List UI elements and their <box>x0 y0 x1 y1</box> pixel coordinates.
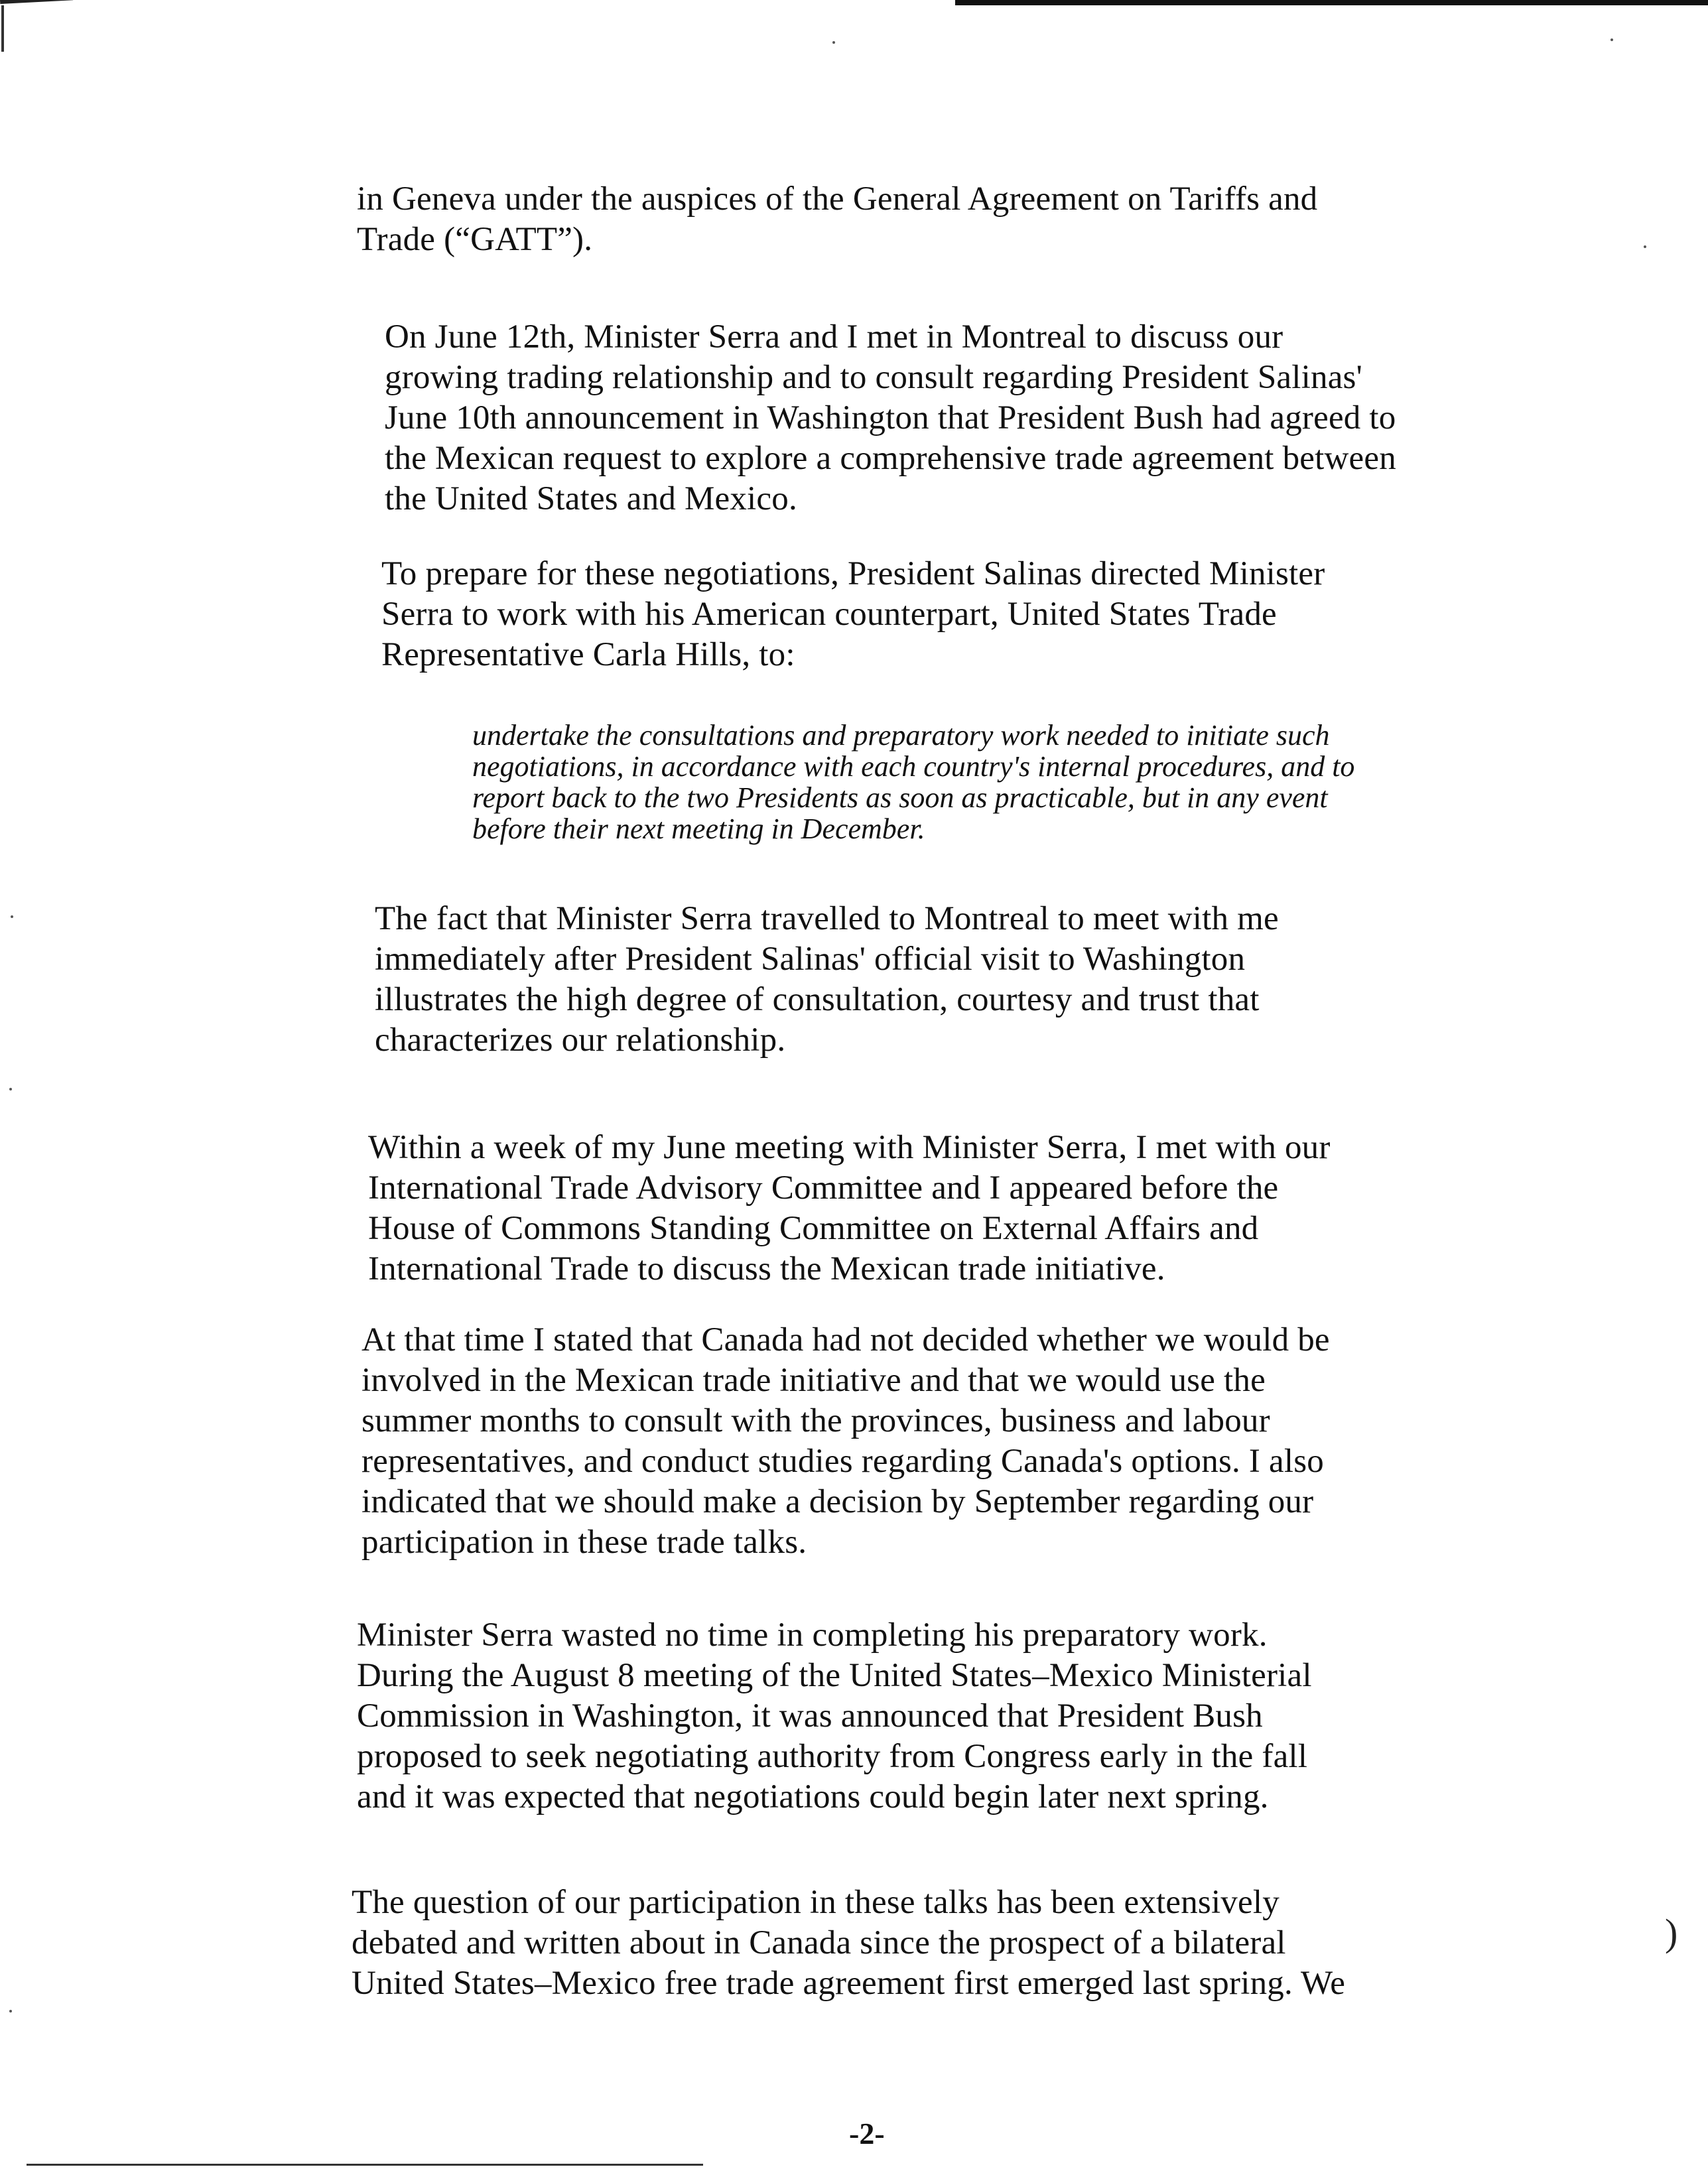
paragraph-prepare-negotiations: To prepare for these negotiations, President Salinas directed Minister Serra to work with his American counterpart, United States Trade Representative Carla Hills, to: <box>381 555 1325 673</box>
scan-border-left <box>1 5 4 52</box>
paragraph-negotiating-authority: Minister Serra wasted no time in completing his preparatory work. During the August 8 meeting of the United States–Mexico Ministerial Commission in Washington, it was announced that President Bush proposed to seek negotiating authority from Congress early in the fall and it was expected that negotiations could begin later next spring. <box>357 1616 1312 1815</box>
page-number: -2- <box>849 2117 885 2150</box>
scan-border-top-right <box>955 0 1708 5</box>
scan-border-bottom <box>27 2164 703 2166</box>
paragraph-canada-decision: At that time I stated that Canada had not decided whether we would be involved in the Mexican trade initiative and that we would use the summer months to consult with the provinces, business and labour representatives, and conduct studies regarding Canada's options. I also indicated that we should make a decision by September regarding our participation in these trade talks. <box>361 1321 1330 1561</box>
scan-speck <box>832 41 835 44</box>
margin-bracket-mark: ) <box>1665 1911 1678 1954</box>
scan-speck <box>9 2010 12 2012</box>
scan-speck <box>1610 38 1613 41</box>
scan-speck <box>9 1088 12 1090</box>
scan-speck <box>1644 245 1646 248</box>
paragraph-consultation-courtesy: The fact that Minister Serra travelled to Montreal to meet with me immediately after President Salinas' official visit to Washington illustrates the high degree of consultation, courtesy and trust that characterizes our relationship. <box>375 900 1279 1059</box>
block-quote-directive: undertake the consultations and preparatory work needed to initiate such negotiations, in accordance with each country's internal procedures, and to report back to the two Presidents as soon as practicable, but in any event before their next meeting in December. <box>472 719 1355 845</box>
paragraph-participation-debate: The question of our participation in these talks has been extensively debated and written about in Canada since the prospect of a bilateral United States–Mexico free trade agreement first emerged last spring. We <box>352 1884 1346 2002</box>
scan-speck <box>11 915 13 918</box>
paragraph-gatt: in Geneva under the auspices of the General Agreement on Tariffs and Trade (“GATT”). <box>357 180 1318 258</box>
scan-border-top-left <box>0 0 73 4</box>
paragraph-advisory-committee: Within a week of my June meeting with Minister Serra, I met with our International Trade Advisory Committee and I appeared before the House of Commons Standing Committee on External Affairs and International Trade to discuss the Mexican trade initiative. <box>368 1129 1331 1287</box>
paragraph-montreal-meeting: On June 12th, Minister Serra and I met in Montreal to discuss our growing trading relationship and to consult regarding President Salinas' June 10th announcement in Washington that President Bush had agreed to the Mexican request to explore a comprehensive trade agreement between the United States and Mexico. <box>385 318 1396 517</box>
